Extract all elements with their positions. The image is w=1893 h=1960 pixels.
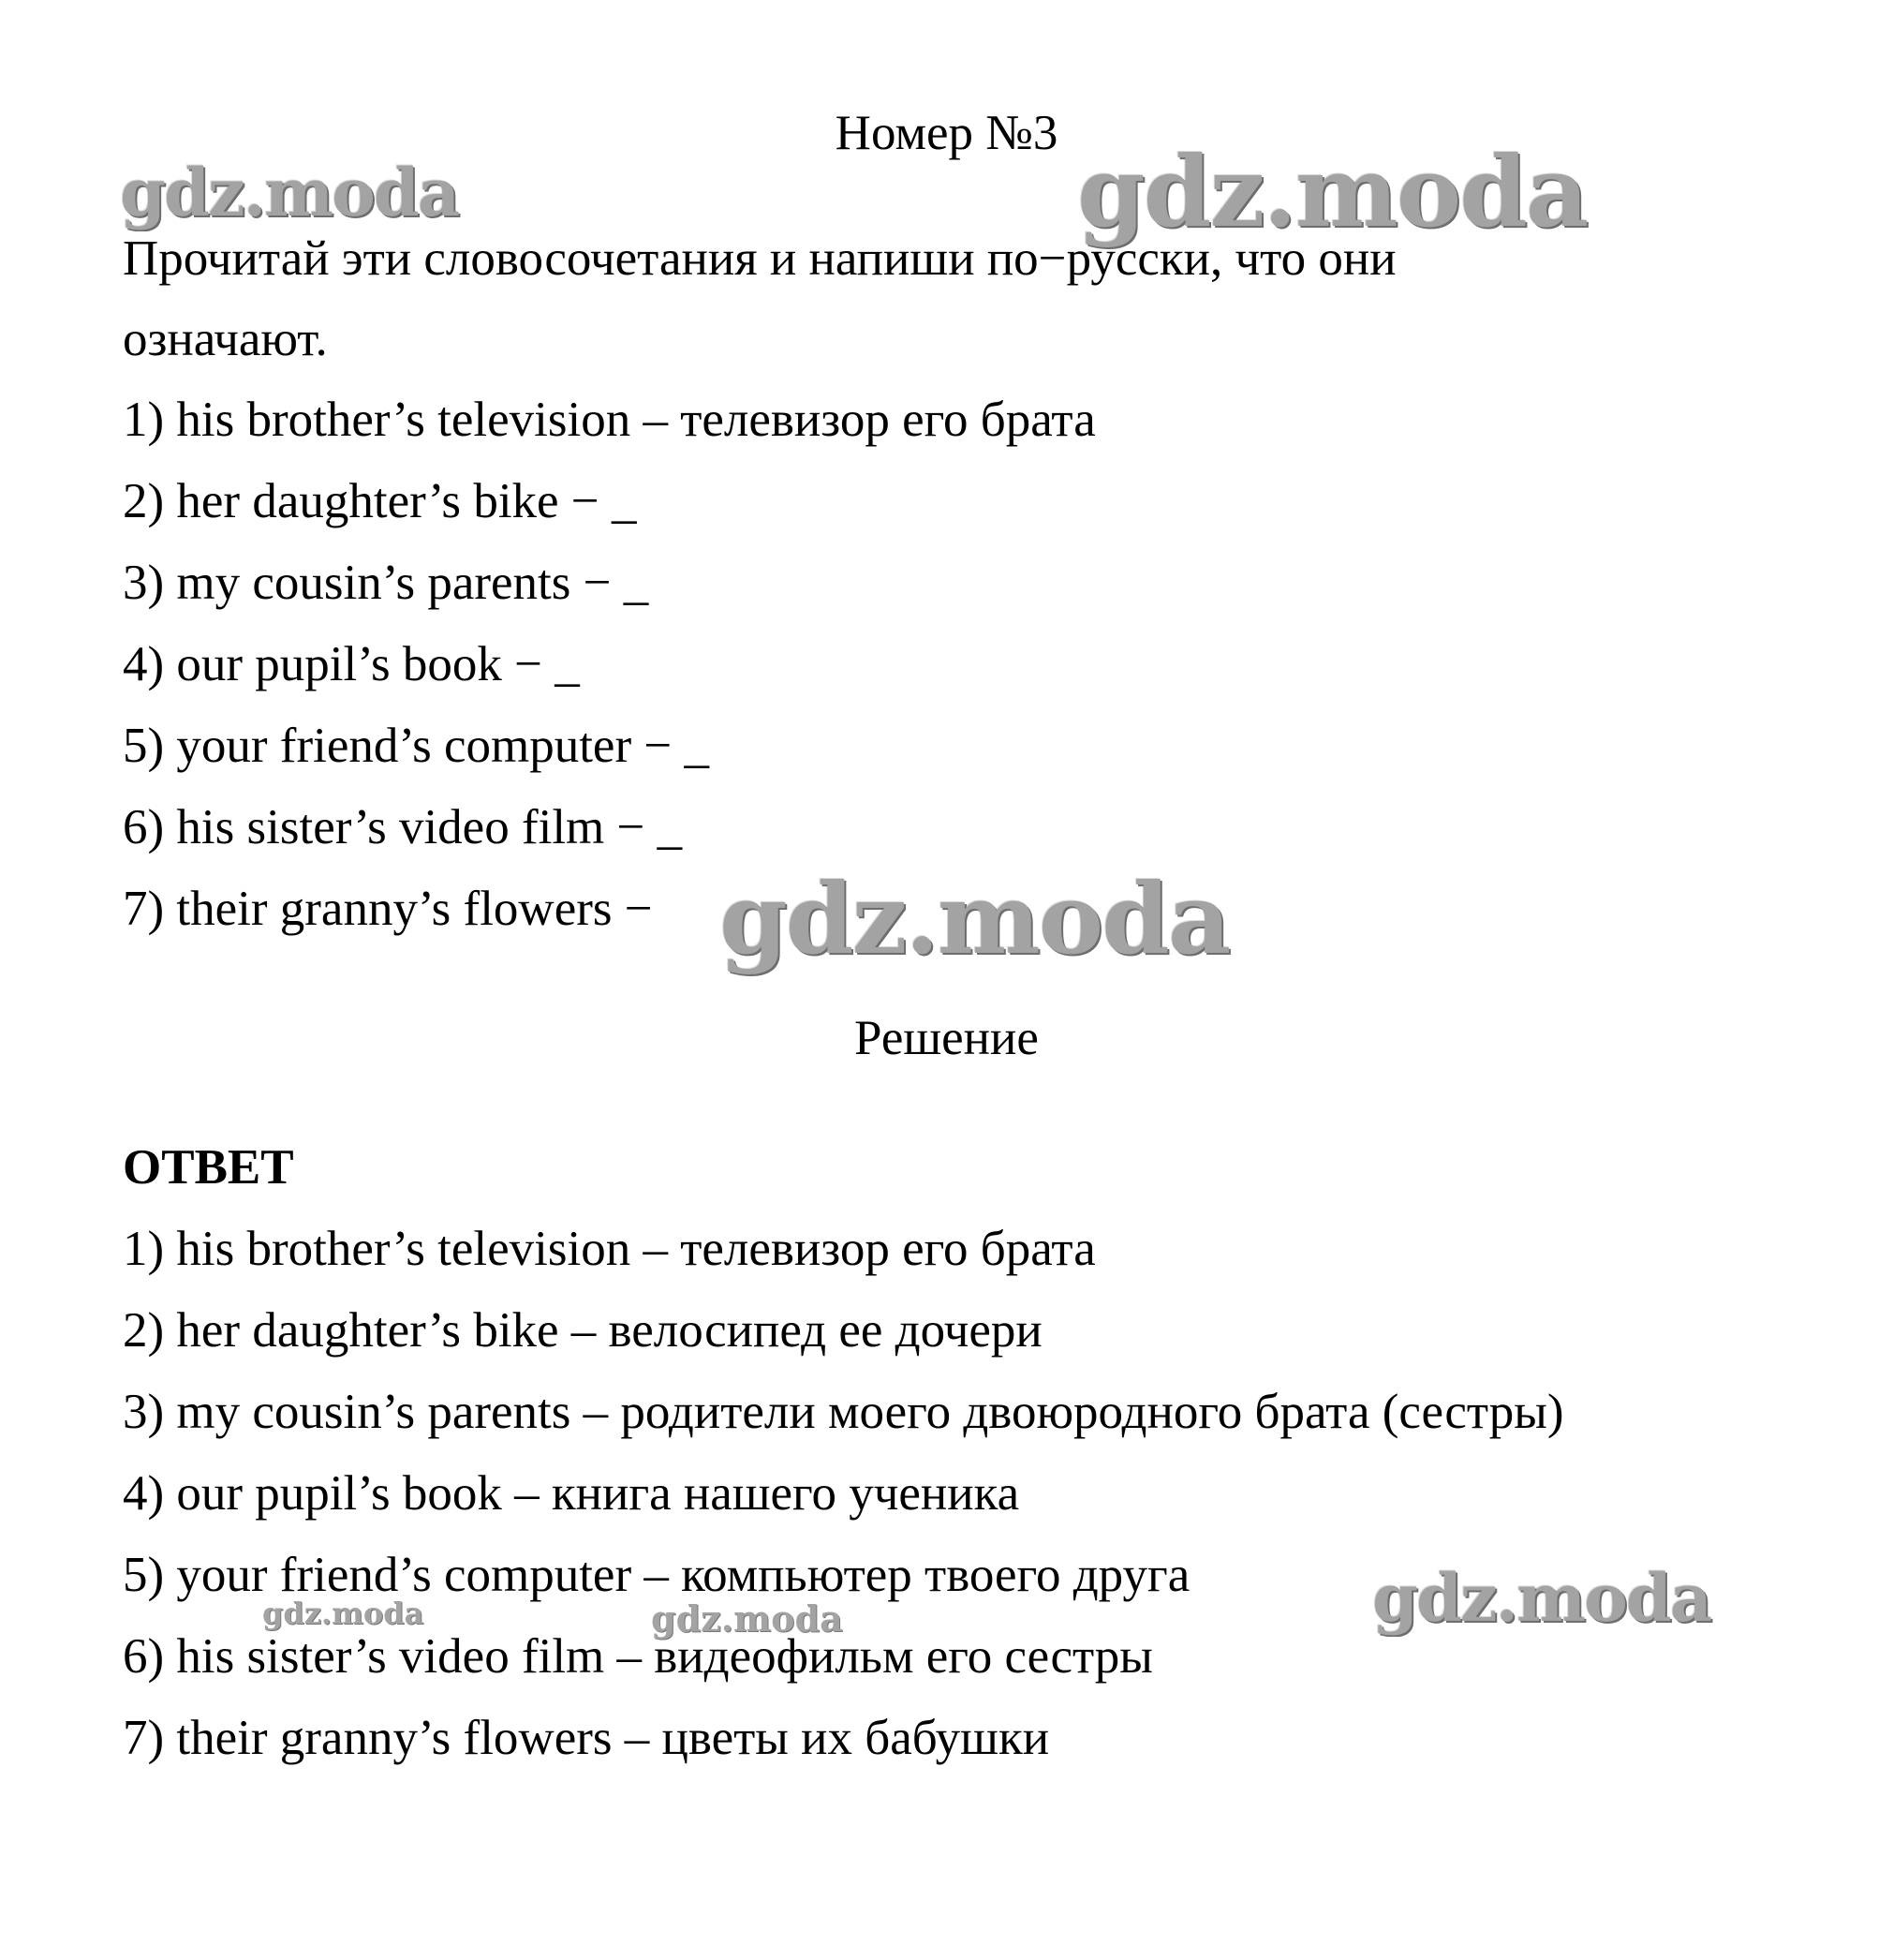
task-item-3: 3) my cousin’s parents − _	[123, 556, 649, 610]
watermark: gdz.moda	[1077, 134, 1588, 249]
watermark: gdz.moda	[1372, 1559, 1711, 1637]
task-item-4: 4) our pupil’s book − _	[123, 637, 580, 691]
task-item-2: 2) her daughter’s bike − _	[123, 474, 637, 528]
answer-item-2: 2) her daughter’s bike – велосипед ее дочери	[123, 1303, 1043, 1358]
watermark: gdz.moda	[262, 1596, 424, 1631]
watermark: gdz.moda	[651, 1597, 843, 1640]
task-item-7: 7) their granny’s flowers −	[123, 882, 653, 936]
answer-item-6: 6) his sister’s video film – видеофильм его сестры	[123, 1629, 1153, 1684]
answer-item-5: 5) your friend’s computer – компьютер твоего друга	[123, 1548, 1191, 1602]
answer-item-7: 7) their granny’s flowers – цветы их бабушки	[123, 1711, 1050, 1765]
page-title: Номер №3	[835, 106, 1058, 160]
task-item-5: 5) your friend’s computer − _	[123, 719, 709, 773]
solution-heading: Решение	[854, 1011, 1039, 1065]
task-item-1: 1) his brother’s television – телевизор его брата	[123, 393, 1096, 447]
task-instruction-line-1: Прочитай эти словосочетания и напиши по−русски, что они	[123, 231, 1397, 286]
watermark: gdz.moda	[719, 861, 1230, 976]
answer-item-3: 3) my cousin’s parents – родители моего двоюродного брата (сестры)	[123, 1385, 1564, 1439]
task-instruction-line-2: означают.	[123, 312, 328, 366]
task-item-6: 6) his sister’s video film − _	[123, 800, 683, 854]
answer-item-1: 1) his brother’s television – телевизор его брата	[123, 1222, 1096, 1276]
answer-label: ОТВЕТ	[123, 1140, 294, 1195]
answer-item-4: 4) our pupil’s book – книга нашего ученика	[123, 1466, 1020, 1521]
watermark: gdz.moda	[120, 154, 459, 231]
